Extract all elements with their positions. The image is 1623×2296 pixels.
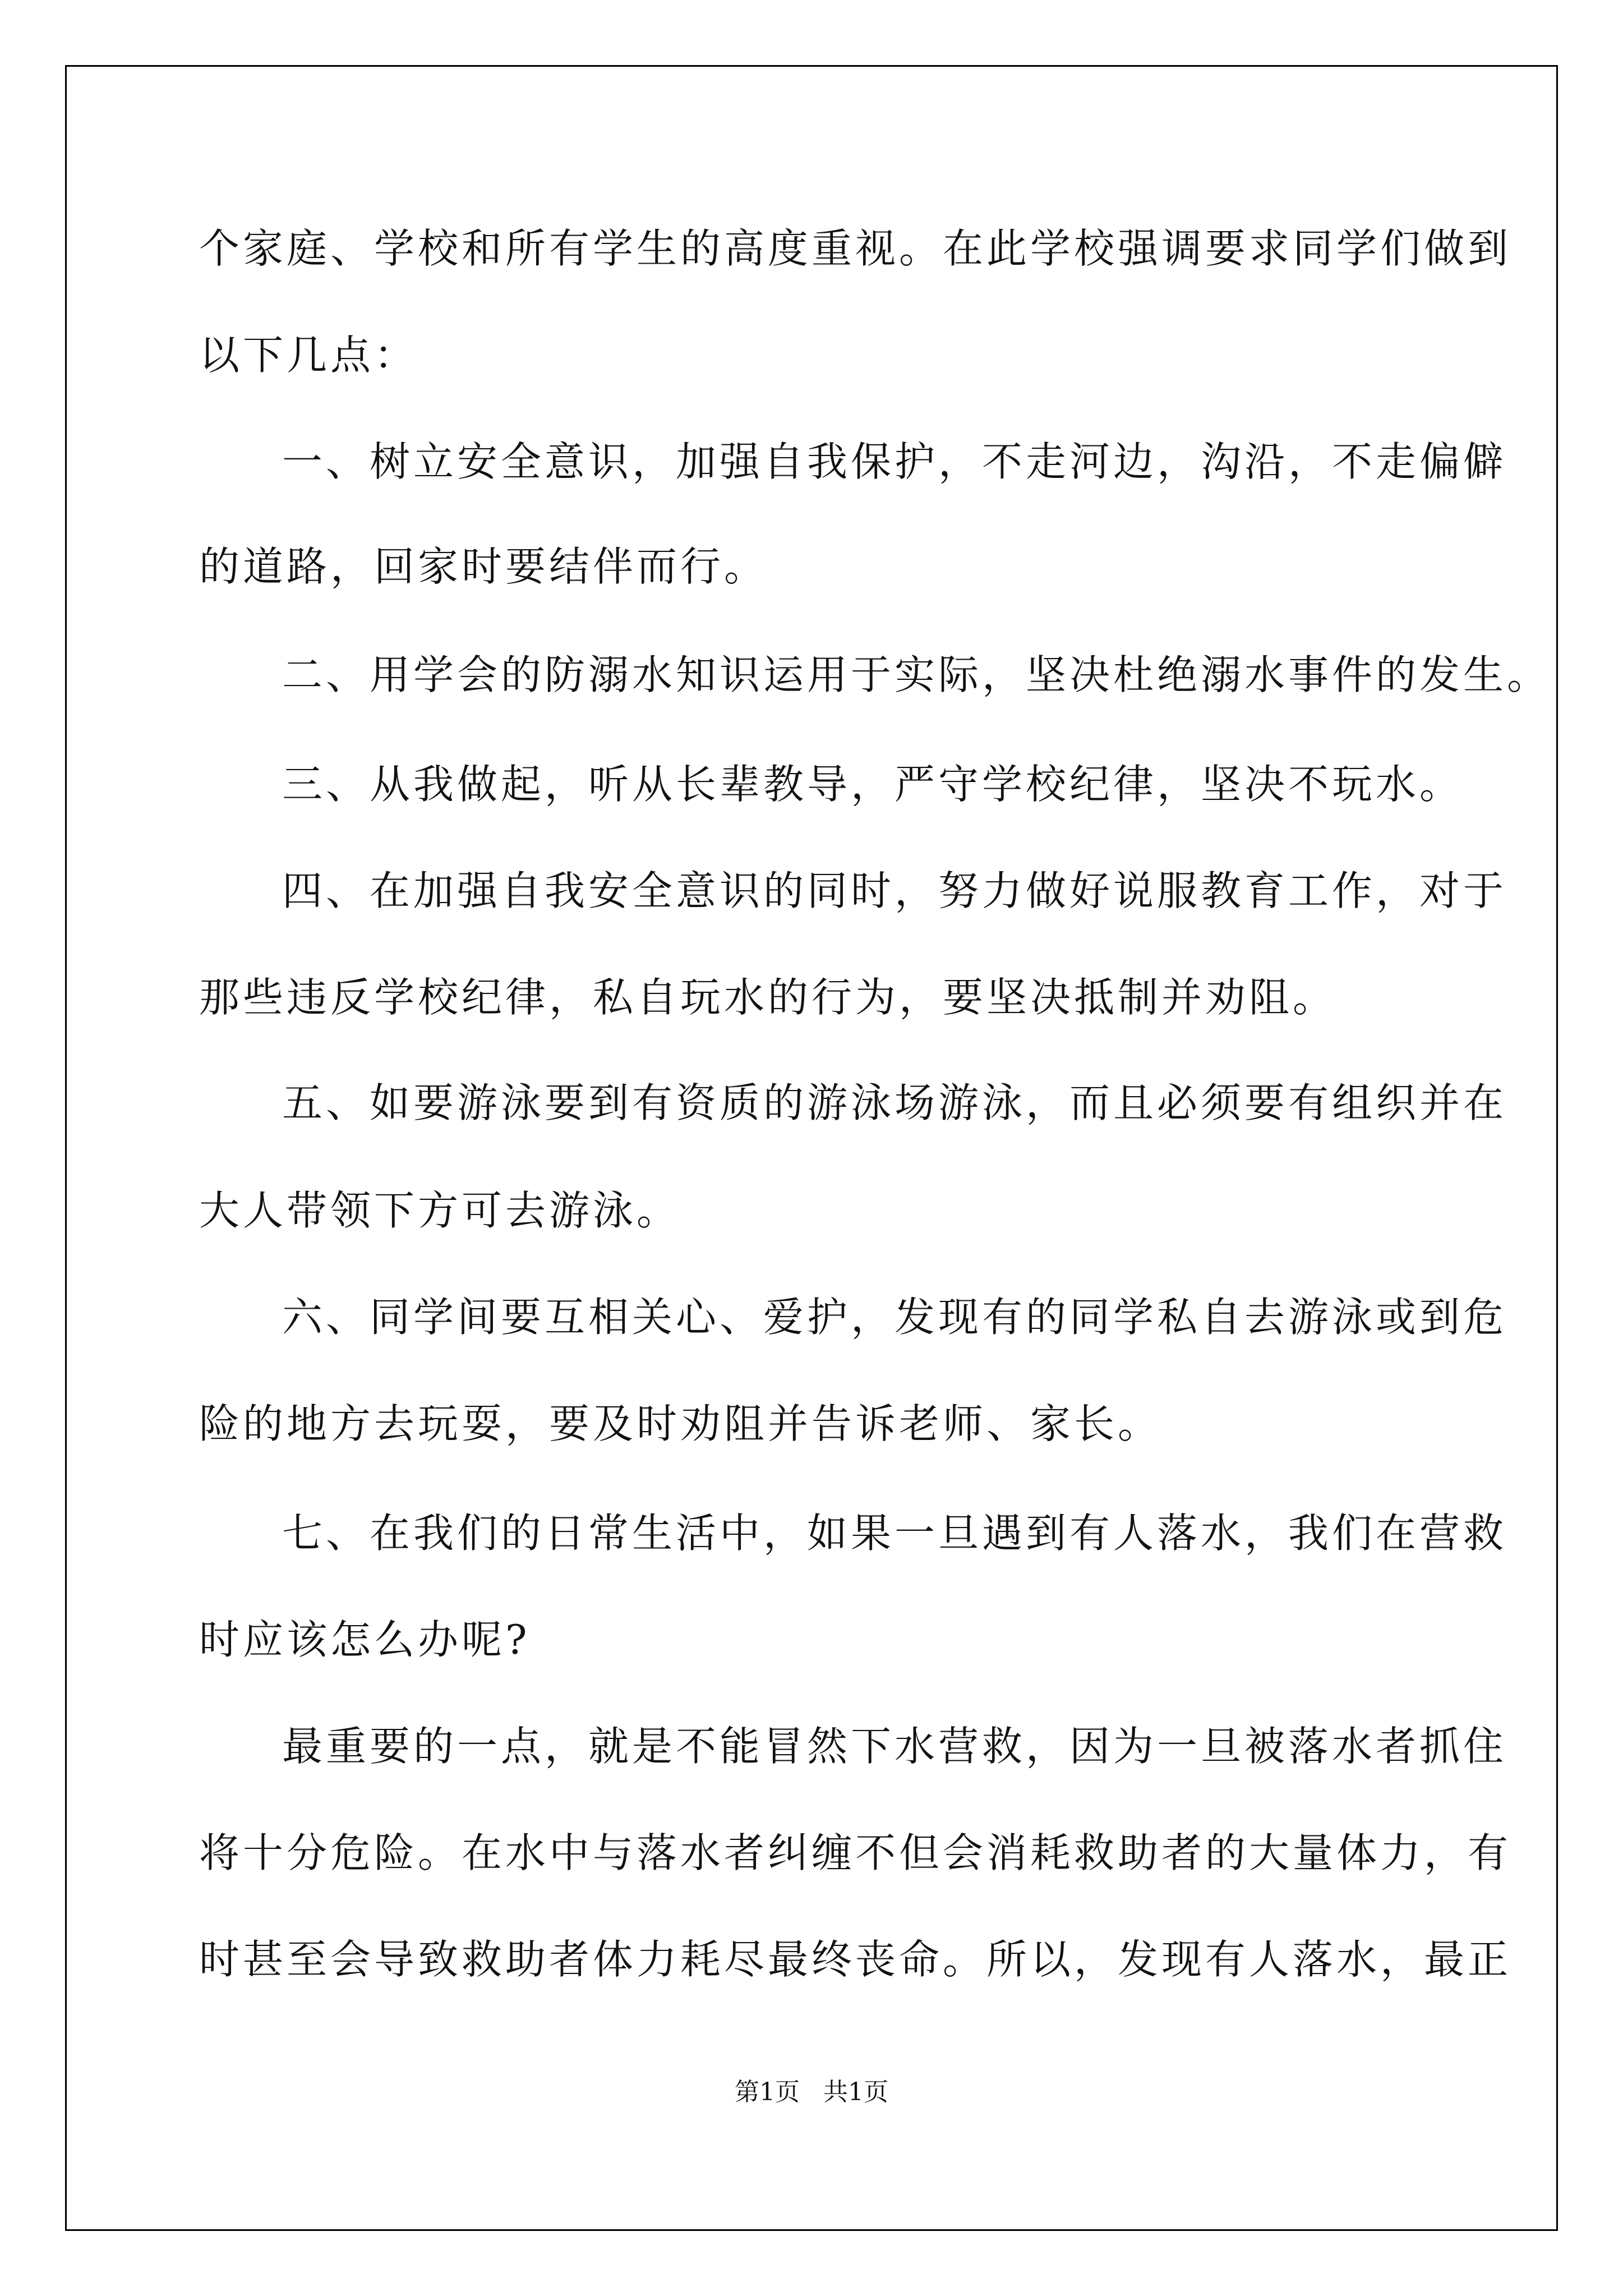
text-line: 险的地方去玩耍，要及时劝阻并告诉老师、家长。 — [199, 1400, 1162, 1447]
text-line: 一、树立安全意识，加强自我保护，不走河边，沟沿，不走偏僻 — [282, 438, 1507, 485]
text-line: 二、用学会的防溺水知识运用于实际，坚决杜绝溺水事件的发生。 — [282, 651, 1551, 698]
page-footer — [0, 2076, 1623, 2109]
text-line: 个家庭、学校和所有学生的高度重视。在此学校强调要求同学们做到 — [199, 225, 1512, 272]
page-number: 第1页 — [735, 2078, 800, 2106]
text-line: 四、在加强自我安全意识的同时，努力做好说服教育工作，对于 — [282, 867, 1507, 914]
page-total: 共1页 — [823, 2078, 888, 2106]
text-line: 最重要的一点，就是不能冒然下水营救，因为一旦被落水者抓住 — [282, 1723, 1507, 1770]
text-line: 七、在我们的日常生活中，如果一旦遇到有人落水，我们在营救 — [282, 1510, 1507, 1557]
text-line: 五、如要游泳要到有资质的游泳场游泳，而且必须要有组织并在 — [282, 1079, 1507, 1126]
text-line: 时应该怎么办呢? — [199, 1616, 531, 1663]
text-line: 的道路，回家时要结伴而行。 — [199, 543, 768, 590]
page-border — [65, 65, 1558, 2231]
text-line: 三、从我做起，听从长辈教导，严守学校纪律，坚决不玩水。 — [282, 761, 1464, 808]
text-line: 以下几点： — [199, 332, 418, 379]
text-line: 时甚至会导致救助者体力耗尽最终丧命。所以，发现有人落水，最正 — [199, 1936, 1512, 1983]
text-line: 那些违反学校纪律，私自玩水的行为，要坚决抵制并劝阻。 — [199, 974, 1337, 1021]
text-line: 六、同学间要互相关心、爱护，发现有的同学私自去游泳或到危 — [282, 1294, 1507, 1341]
text-line: 将十分危险。在水中与落水者纠缠不但会消耗救助者的大量体力，有 — [199, 1829, 1512, 1876]
text-line: 大人带领下方可去游泳。 — [199, 1187, 681, 1234]
